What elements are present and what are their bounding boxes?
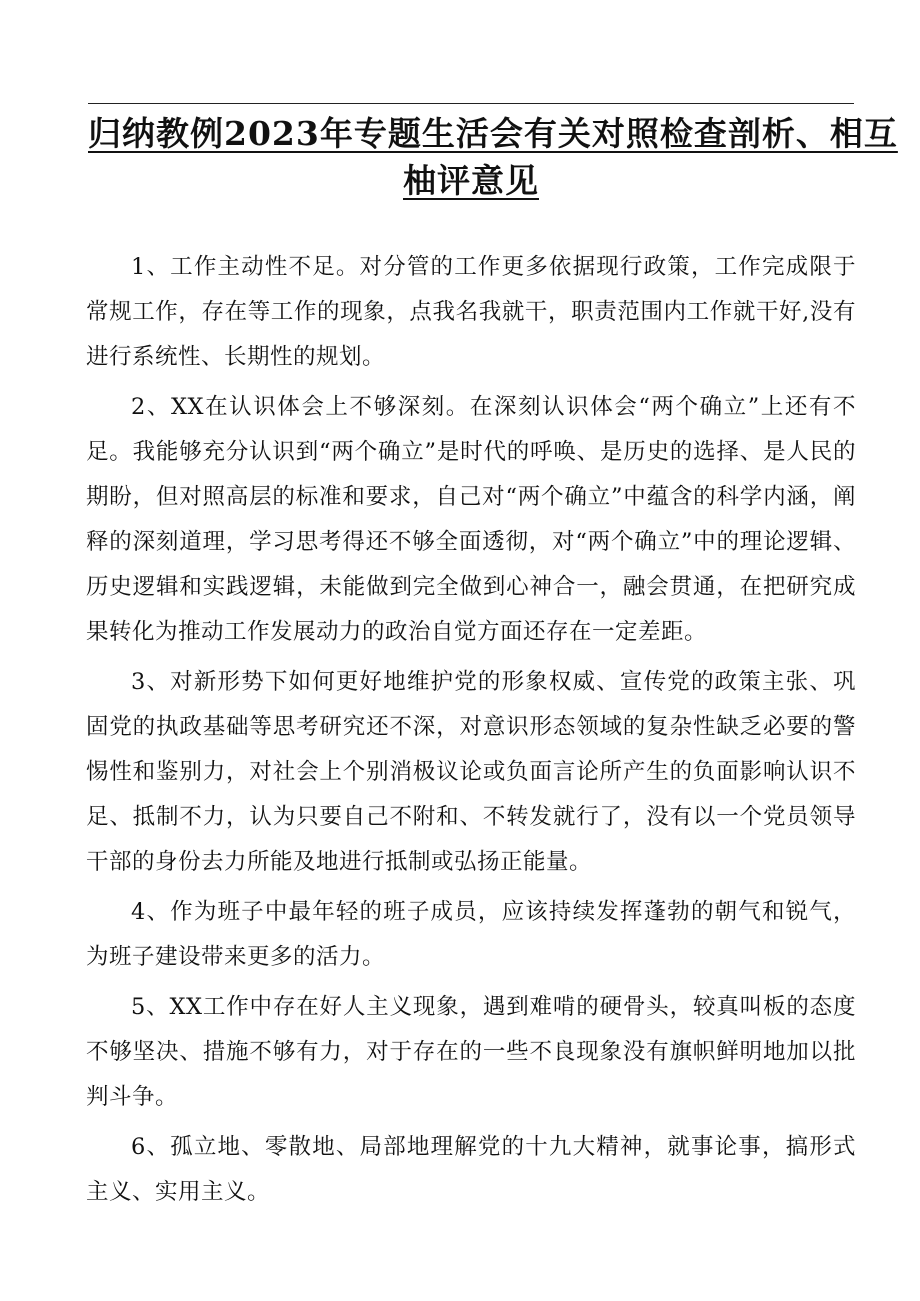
title-line-1: 归纳教例2023年专题生活会有关对照检查剖析、相互 <box>88 114 898 153</box>
header-rule <box>88 103 854 104</box>
title-line-2: 柚评意见 <box>403 161 539 200</box>
paragraph-5: 5、XX工作中存在好人主义现象，遇到难啃的硬骨头，较真叫板的态度不够坚决、措施不够有力，对于存在的一些不良现象没有旗帜鲜明地加以批判斗争。 <box>86 994 856 1110</box>
paragraph-1: 1、工作主动性不足。对分管的工作更多依据现行政策，工作完成限于常规工作，存在等工作的现象，点我名我就干，职责范围内工作就干好,没有进行系统性、长期性的规划。 <box>86 254 856 370</box>
document-title <box>88 110 898 204</box>
paragraph-3: 3、对新形势下如何更好地维护党的形象权威、宣传党的政策主张、巩固党的执政基础等思考研究还不深，对意识形态领域的复杂性缺乏必要的警惕性和鉴别力，对社会上个别消极议论或负面言论所产生的负面影响认识不足、抵制不力，认为只要自己不附和、不转发就行了，没有以一个党员领导干部的身份去力所能及地进行抵制或弘扬正能量。 <box>86 669 856 875</box>
paragraph-2: 2、XX在认识体会上不够深刻。在深刻认识体会“两个确立”上还有不足。我能够充分认识到“两个确立”是时代的呼唤、是历史的选择、是人民的期盼，但对照高层的标准和要求，自己对“两个确立”中蕴含的科学内涵，阐释的深刻道理，学习思考得还不够全面透彻，对“两个确立”中的理论逻辑、历史逻辑和实践逻辑，未能做到完全做到心神合一，融会贯通，在把研究成果转化为推动工作发展动力的政治自觉方面还存在一定差距。 <box>86 394 856 645</box>
paragraph-4: 4、作为班子中最年轻的班子成员，应该持续发挥蓬勃的朝气和锐气，为班子建设带来更多的活力。 <box>86 899 856 970</box>
paragraph-6: 6、孤立地、零散地、局部地理解党的十九大精神，就事论事，搞形式主义、实用主义。 <box>86 1134 856 1205</box>
document-body <box>86 245 856 1220</box>
